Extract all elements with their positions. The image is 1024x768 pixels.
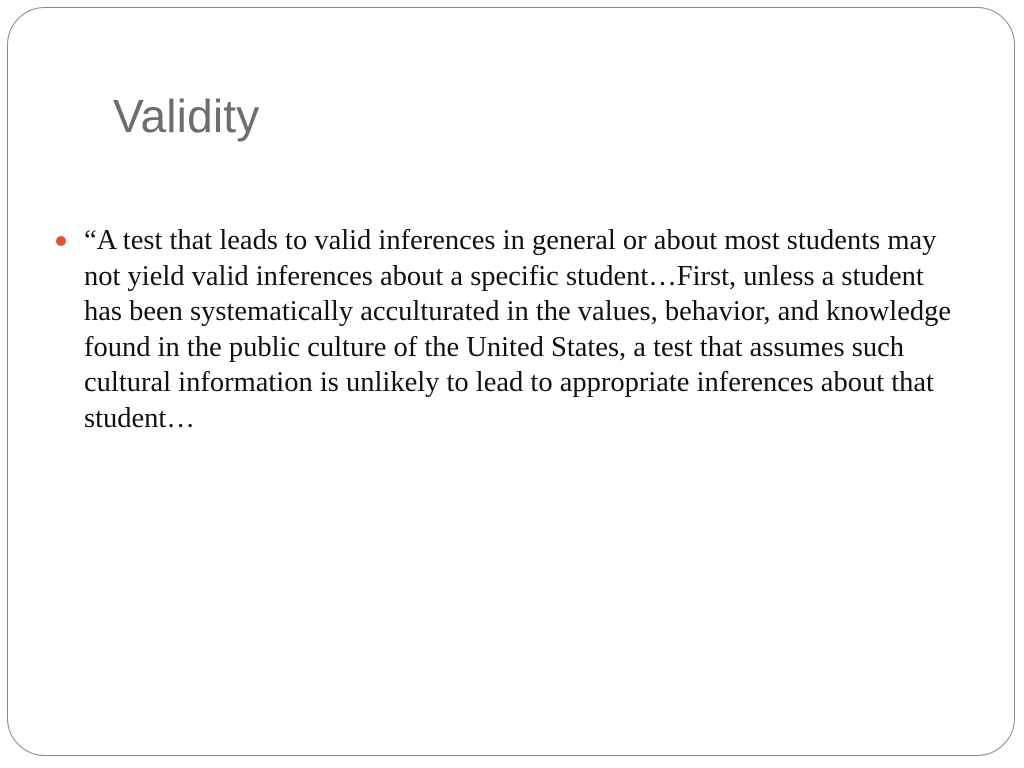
bullet-text: “A test that leads to valid inferences in general or about most students may not yield valid inferences about a specific student…First, unless a student has been systematically acculturated in the values, behavior, and knowledge found in the public culture of the United States, a test that assumes such cultural information is unlikely to lead to appropriate inferences about that student… [84,225,952,434]
bullet-item [52,223,952,436]
bullet-dot-icon [56,236,66,246]
slide-title: Validity [113,90,260,142]
bullet-list [52,223,952,436]
